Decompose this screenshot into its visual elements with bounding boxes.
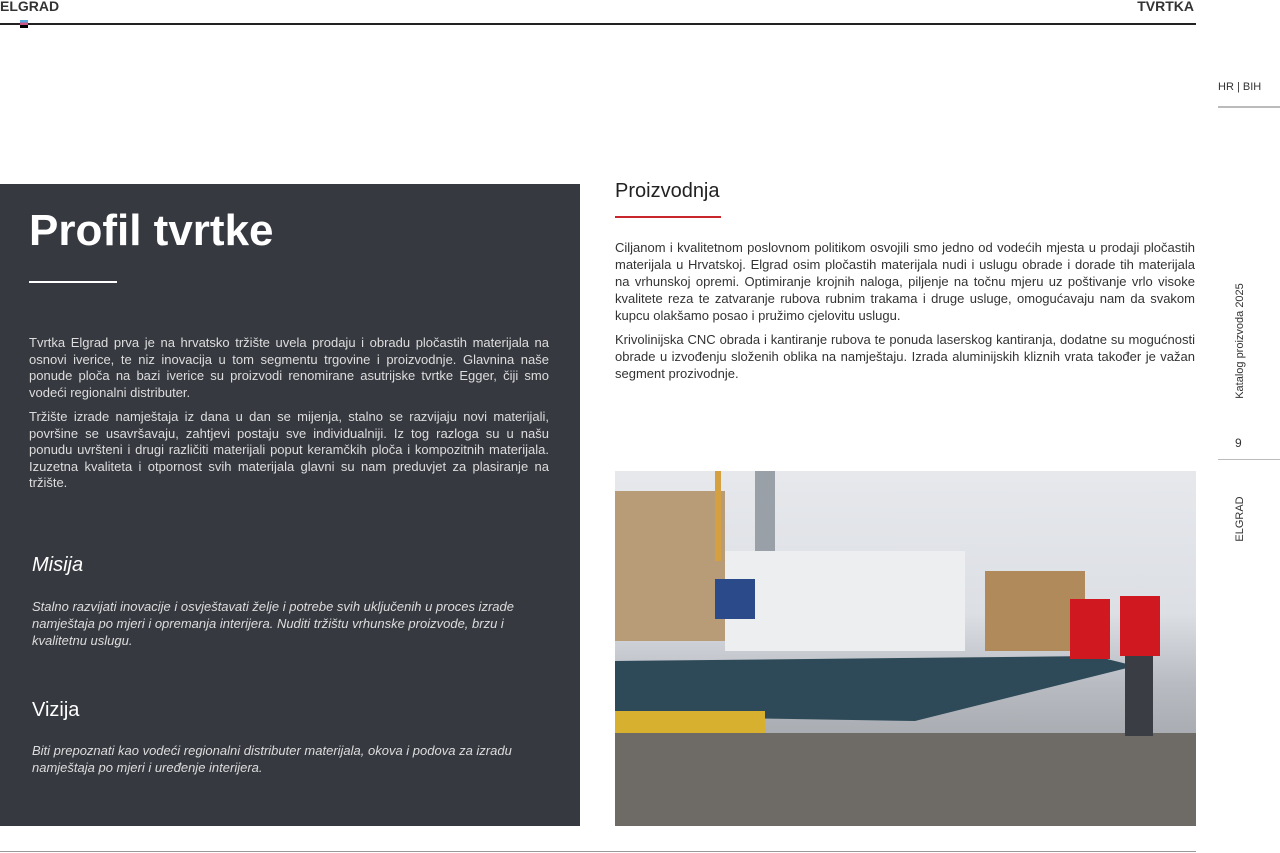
footer-divider	[0, 851, 1196, 852]
company-profile-panel	[0, 184, 580, 826]
header-brand: ELGRAD	[0, 0, 60, 14]
production-paragraph: Krivolinijska CNC obrada i kantiranje rubova te ponuda laserskog kantiranja, dodatne su mogućnosti obrade u izvođenju složenih oblika na namještaju. Izrada aluminijskih kliznih vrata također je važan segment prozivodnje.	[615, 332, 1195, 381]
header-divider	[0, 23, 1196, 25]
factory-photo	[615, 471, 1196, 826]
vision-text: Biti prepoznati kao vodeći regionalni distributer materijala, okova i podova za izradu namještaja po mjeri i uređenje interijera.	[32, 743, 512, 775]
sidebar-divider	[1218, 459, 1280, 460]
profile-paragraph: Tržište izrade namještaja iz dana u dan se mijenja, stalno se razvijaju novi materijali, površine se usavršavaju, zahtjevi postaju sve individualniji. Iz tog razloga su u našu ponudu uvršteni i drugi različiti materijali poput keramčkih ploča i kompozitnih materijala. Izuzetna kvaliteta i otpornost svih materijala glavni su nam preduvjet za plasiranje na tržište.	[29, 409, 549, 490]
sidebar-divider	[1218, 106, 1280, 108]
production-heading: Proizvodnja	[615, 180, 720, 202]
production-paragraph: Ciljanom i kvalitetnom poslovnom politikom osvojili smo jedno od vodećih mjesta u prodaji pločastih materijala u Hrvatskoj. Elgrad osim pločastih materijala nudi i uslugu obrade i dorade tih materijala na vrhunskoj opremi. Optimiranje krojnih naloga, piljenje na točnu mjeru uz poštivanje vrlo visoke kvalitete reza te zatvaranje rubova rubnim trakama i druge usluge, omogućavaju nam da svakom kupcu olakšamo posao i pružimo cjelovitu uslugu.	[615, 240, 1195, 323]
sidebar-brand: ELGRAD	[1234, 496, 1246, 542]
page-title: Profil tvrtke	[29, 206, 274, 255]
header-section: TVRTKA	[1137, 0, 1194, 14]
language-label: HR | BIH	[1218, 81, 1262, 93]
mission-heading: Misija	[32, 554, 84, 576]
page-number: 9	[1235, 436, 1242, 450]
vision-heading: Vizija	[32, 699, 80, 721]
profile-paragraph: Tvrtka Elgrad prva je na hrvatsko tržište uvela prodaju i obradu pločastih materijala na osnovi iverice, te niz inovacija u tom segmentu trgovine i proizvodnje. Glavnina naše ponude ploča na bazi iverice su proizvodi renomirane asutrijske tvrtke Egger, čiji smo vodeći regionalni distributer.	[29, 335, 549, 400]
color-mark-icon	[20, 20, 28, 28]
title-underline	[29, 281, 117, 283]
catalog-label: Katalog proizvoda 2025	[1234, 283, 1246, 399]
production-underline	[615, 216, 721, 218]
mission-text: Stalno razvijati inovacije i osvještavati želje i potrebe svih uključenih u proces izrade namještaja po mjeri i opremanja interijera. Nuditi tržištu vrhunske proizvode, brzu i kvalitetnu uslugu.	[32, 599, 514, 648]
factory-illustration	[615, 471, 1196, 826]
